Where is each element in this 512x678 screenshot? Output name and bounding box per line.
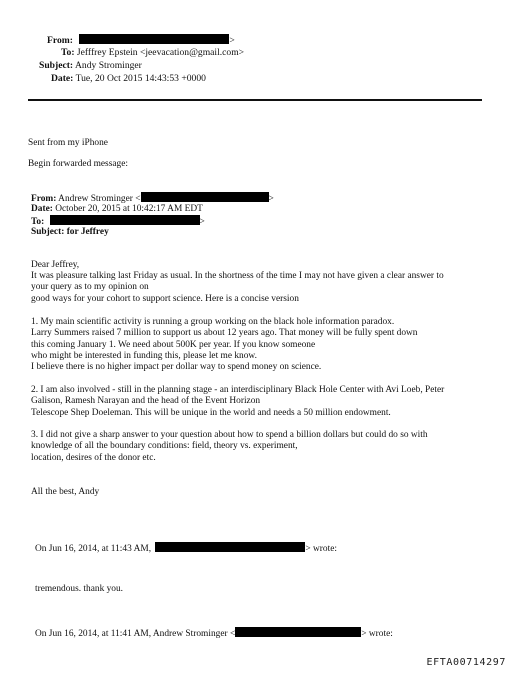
fwd-from-label: From:: [31, 194, 57, 204]
letter-line: location, desires of the donor etc.: [31, 452, 156, 463]
letter-line: knowledge of all the boundary conditions: field, theory vs. experiment,: [31, 441, 298, 452]
letter-line: who might be interested in funding this, please let me know.: [31, 350, 257, 361]
quote-2-prefix: On Jun 16, 2014, at 11:41 AM, Andrew Strominger <: [35, 629, 236, 639]
letter-line: It was pleasure talking last Friday as usual. In the shortness of the time I may not have given a clear answer to: [31, 271, 444, 281]
fwd-from-suffix: >: [268, 194, 274, 204]
fwd-subject-row: [31, 227, 109, 238]
header-date-row: [51, 73, 206, 85]
quote-1-line: [35, 542, 337, 555]
fwd-subject-value: for Jeffrey: [66, 227, 109, 237]
redaction-bar: [235, 627, 361, 637]
letter-paragraph-4: [31, 430, 428, 464]
redaction-bar: [155, 542, 305, 552]
header-to-value: Jefffrey Epstein <jeevacation@gmail.com>: [76, 47, 245, 58]
quote-2-suffix: > wrote:: [361, 629, 393, 639]
header-from-label: From:: [47, 35, 73, 46]
letter-paragraph-2: [31, 317, 418, 373]
letter-paragraph-3: [31, 385, 444, 419]
letter-line: 1. My main scientific activity is running a group working on the black hole information paradox.: [31, 317, 395, 327]
fwd-date-label: Date:: [31, 204, 53, 214]
bates-number: EFTA00714297: [426, 657, 506, 668]
quote-1-prefix: On Jun 16, 2014, at 11:43 AM,: [35, 544, 152, 554]
fwd-to-suffix: >: [199, 217, 205, 227]
header-date-value: Tue, 20 Oct 2015 14:43:53 +0000: [75, 73, 206, 84]
letter-line: this coming January 1. We need about 500K per year. If you know someone: [31, 339, 316, 350]
quote-2-line: [35, 627, 393, 640]
begin-forwarded-line: Begin forwarded message:: [28, 159, 128, 169]
header-subject-value: Andy Strominger: [74, 60, 142, 71]
letter-line: 2. I am also involved - still in the planning stage - an interdisciplinary Black Hole Center with Avi Loeb, Peter: [31, 385, 445, 395]
letter-greeting: Dear Jeffrey,: [31, 260, 80, 270]
fwd-from-value: Andrew Strominger <: [58, 194, 141, 204]
fwd-date-row: [31, 204, 203, 215]
letter-line: good ways for your cohort to support science. Here is a concise version: [31, 293, 299, 304]
header-divider: [28, 99, 482, 101]
header-to-row: [61, 47, 244, 59]
reply-text: tremendous. thank you.: [35, 584, 124, 594]
redaction-bar: [79, 34, 229, 44]
header-date-label: Date:: [51, 73, 74, 84]
header-from-row: [47, 34, 235, 47]
header-subject-row: [39, 60, 142, 72]
letter-line: Telescope Shep Doeleman. This will be unique in the world and needs a 50 million endowment.: [31, 407, 391, 418]
letter-signoff: All the best, Andy: [31, 487, 100, 497]
header-to-label: To:: [61, 47, 75, 58]
fwd-date-value: October 20, 2015 at 10:42:17 AM EDT: [55, 204, 203, 214]
redaction-bar: [50, 215, 200, 225]
fwd-to-label: To:: [31, 217, 45, 227]
redaction-bar: [141, 192, 269, 202]
header-from-suffix: >: [229, 35, 235, 46]
letter-line: Galison, Ramesh Narayan and the head of the Event Horizon: [31, 396, 261, 407]
letter-line: your query as to my opinion on: [31, 282, 149, 293]
letter-line: 3. I did not give a sharp answer to your question about how to spend a billion dollars but could do so with: [31, 430, 428, 440]
letter-paragraph-1: [31, 271, 444, 305]
letter-line: I believe there is no higher impact per dollar way to spend money on science.: [31, 362, 322, 373]
letter-line: Larry Summers raised 7 million to support us about 12 years ago. That money will be fully spent down: [31, 328, 418, 339]
sent-from-line: Sent from my iPhone: [28, 138, 108, 148]
quote-1-suffix: > wrote:: [305, 544, 337, 554]
header-subject-label: Subject:: [39, 60, 74, 71]
fwd-subject-label: Subject:: [31, 227, 65, 237]
